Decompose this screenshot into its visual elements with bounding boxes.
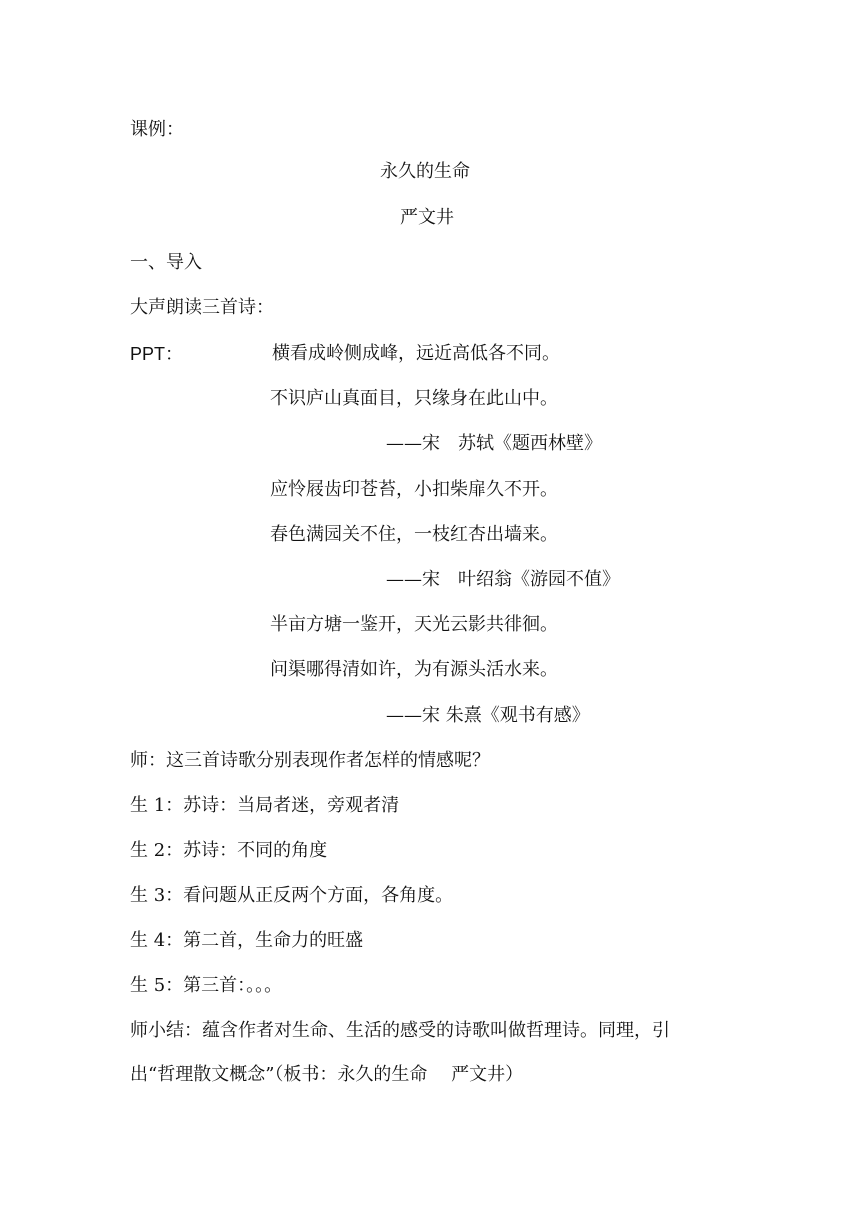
teacher-question: 师：这三首诗歌分别表现作者怎样的情感呢？ bbox=[130, 750, 490, 771]
teacher-summary-line-1: 师小结：蕴含作者对生命、生活的感受的诗歌叫做哲理诗。同理，引 bbox=[130, 1020, 670, 1041]
poem-2-line-1: 应怜屐齿印苍苔，小扣柴扉久不开。 bbox=[270, 479, 558, 500]
reading-instruction: 大声朗读三首诗： bbox=[130, 297, 274, 318]
poem-2-line-2: 春色满园关不住，一枝红杏出墙来。 bbox=[270, 524, 558, 545]
teacher-summary-line-2: 出“哲理散文概念”（板书：永久的生命 严文井） bbox=[130, 1064, 524, 1085]
poem-3-attribution: ——宋 朱熹《观书有感》 bbox=[386, 705, 590, 726]
student-answer-3: 生 3：看问题从正反两个方面，各角度。 bbox=[130, 885, 454, 906]
poem-1-attribution: ——宋 苏轼《题西林壁》 bbox=[386, 433, 602, 454]
poem-3-line-2: 问渠哪得清如许，为有源头活水来。 bbox=[270, 659, 558, 680]
student-answer-5: 生 5：第三首：。。。 bbox=[130, 975, 283, 996]
poem-2-attribution: ——宋 叶绍翁《游园不值》 bbox=[386, 569, 620, 590]
student-answer-4: 生 4：第二首，生命力的旺盛 bbox=[130, 930, 364, 951]
student-answer-1: 生 1：苏诗：当局者迷，旁观者清 bbox=[130, 795, 400, 816]
section-heading-intro: 一、导入 bbox=[130, 252, 202, 273]
lesson-heading: 课例： bbox=[130, 119, 184, 140]
lesson-title: 永久的生命 bbox=[380, 161, 470, 182]
ppt-label: PPT： bbox=[130, 344, 184, 364]
lesson-author: 严文井 bbox=[400, 207, 454, 228]
poem-3-line-1: 半亩方塘一鉴开，天光云影共徘徊。 bbox=[270, 614, 558, 635]
poem-1-line-1: 横看成岭侧成峰，远近高低各不同。 bbox=[272, 343, 560, 364]
student-answer-2: 生 2：苏诗：不同的角度 bbox=[130, 840, 328, 861]
poem-1-line-2: 不识庐山真面目，只缘身在此山中。 bbox=[270, 388, 558, 409]
